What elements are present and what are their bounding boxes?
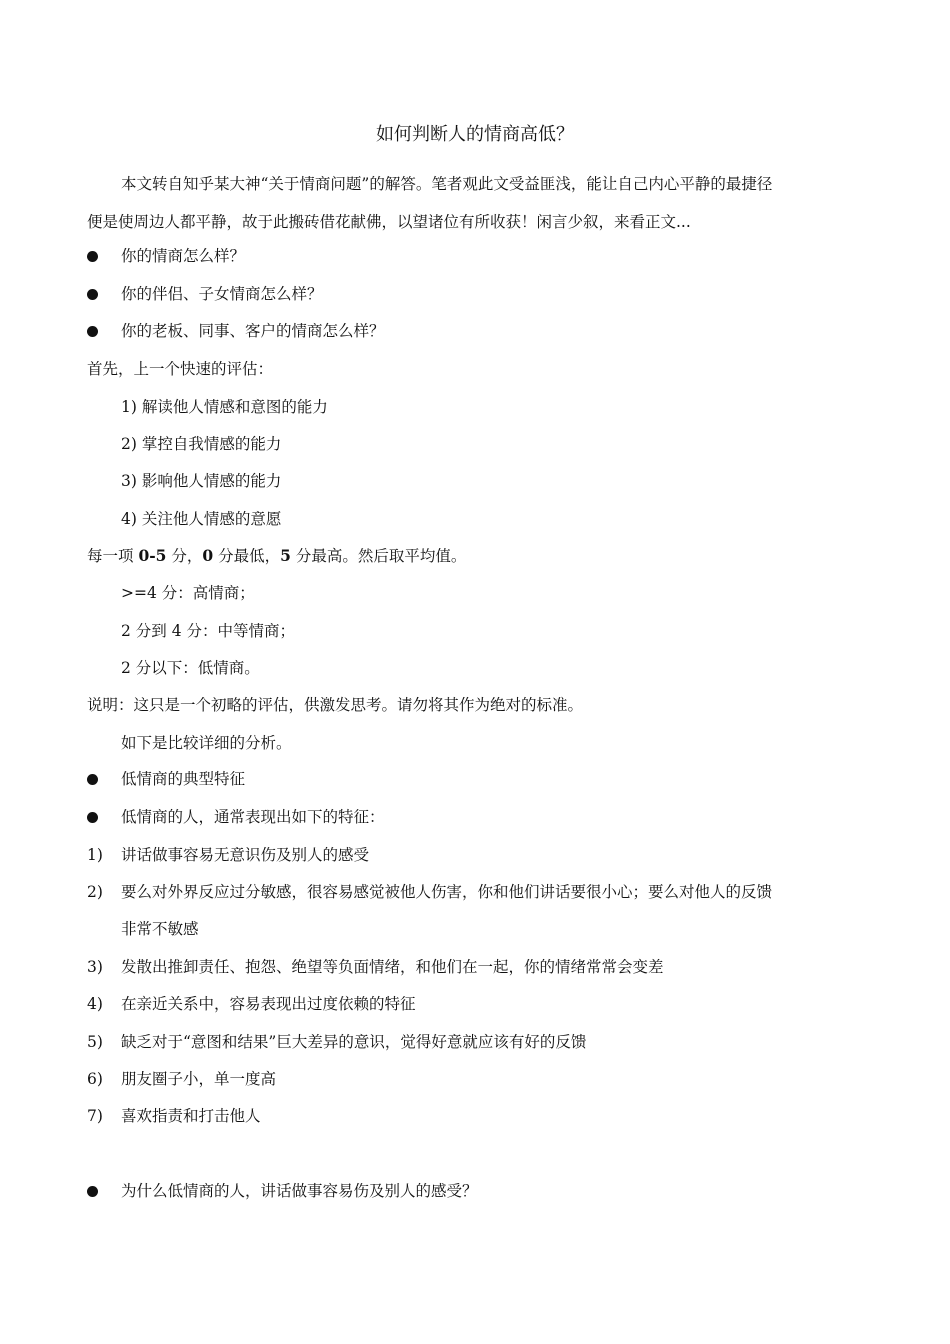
eval-item: 1) 解读他人情感和意图的能力 [121,398,328,416]
trait-number: 3) [87,958,103,976]
page-title: 如何判断人的情商高低？ [376,124,574,145]
trait-number: 2) [87,883,103,901]
level-item: 2 分到 4 分：中等情商； [121,622,296,640]
scoring-text: 每一项 [87,547,139,565]
trait-text: 讲话做事容易无意识伤及别人的感受 [121,846,370,864]
trait-text: 喜欢指责和打击他人 [121,1107,261,1125]
bullet-icon [87,251,98,262]
trait-number: 6) [87,1070,103,1088]
trait-text: 缺乏对于“意图和结果”巨大差异的意识，觉得好意就应该有好的反馈 [121,1033,587,1051]
trait-number: 7) [87,1107,103,1125]
trait-text-continued: 非常不敏感 [121,920,199,938]
detail-intro: 如下是比较详细的分析。 [121,734,292,752]
final-question: 为什么低情商的人，讲话做事容易伤及别人的感受？ [121,1182,478,1200]
eval-item: 2) 掌控自我情感的能力 [121,435,282,453]
trait-text: 要么对外界反应过分敏感，很容易感觉被他人伤害，你和他们讲话要很小心；要么对他人的反馈 [121,883,773,901]
trait-number: 5) [87,1033,103,1051]
eval-item: 3) 影响他人情感的能力 [121,472,282,490]
trait-number: 1) [87,846,103,864]
trait-number: 4) [87,995,103,1013]
scoring-text: 分， [166,547,203,565]
scoring-max: 5 [280,546,291,565]
question-item: 你的情商怎么样？ [121,247,246,265]
scoring-text: 分最低， [213,547,281,565]
scoring-text: 分最高。然后取平均值。 [290,547,467,565]
level-item: >=4 分：高情商； [121,584,255,602]
trait-text: 发散出推卸责任、抱怨、绝望等负面情绪，和他们在一起，你的情绪常常会变差 [121,958,664,976]
eval-intro: 首先，上一个快速的评估： [87,360,274,378]
section-bullet: 低情商的人，通常表现出如下的特征： [121,808,385,826]
scoring-range: 0-5 [138,546,167,565]
bullet-icon [87,774,98,785]
note: 说明：这只是一个初略的评估，供激发思考。请勿将其作为绝对的标准。 [87,696,584,714]
bullet-icon [87,812,98,823]
scoring-rule [87,545,466,567]
eval-item: 4) 关注他人情感的意愿 [121,510,282,528]
trait-text: 朋友圈子小，单一度高 [121,1070,277,1088]
bullet-icon [87,1186,98,1197]
intro-line-1: 本文转自知乎某大神“关于情商问题”的解答。笔者观此文受益匪浅，能让自己内心平静的最捷径 [121,175,773,193]
scoring-min: 0 [202,546,214,565]
section-bullet: 低情商的典型特征 [121,770,246,788]
question-item: 你的伴侣、子女情商怎么样？ [121,285,323,303]
level-item: 2 分以下：低情商。 [121,659,260,677]
bullet-icon [87,289,98,300]
bullet-icon [87,326,98,337]
trait-text: 在亲近关系中，容易表现出过度依赖的特征 [121,995,416,1013]
intro-line-2: 便是使周边人都平静，故于此搬砖借花献佛，以望诸位有所收获！闲言少叙，来看正文... [87,213,691,231]
question-item: 你的老板、同事、客户的情商怎么样？ [121,322,385,340]
